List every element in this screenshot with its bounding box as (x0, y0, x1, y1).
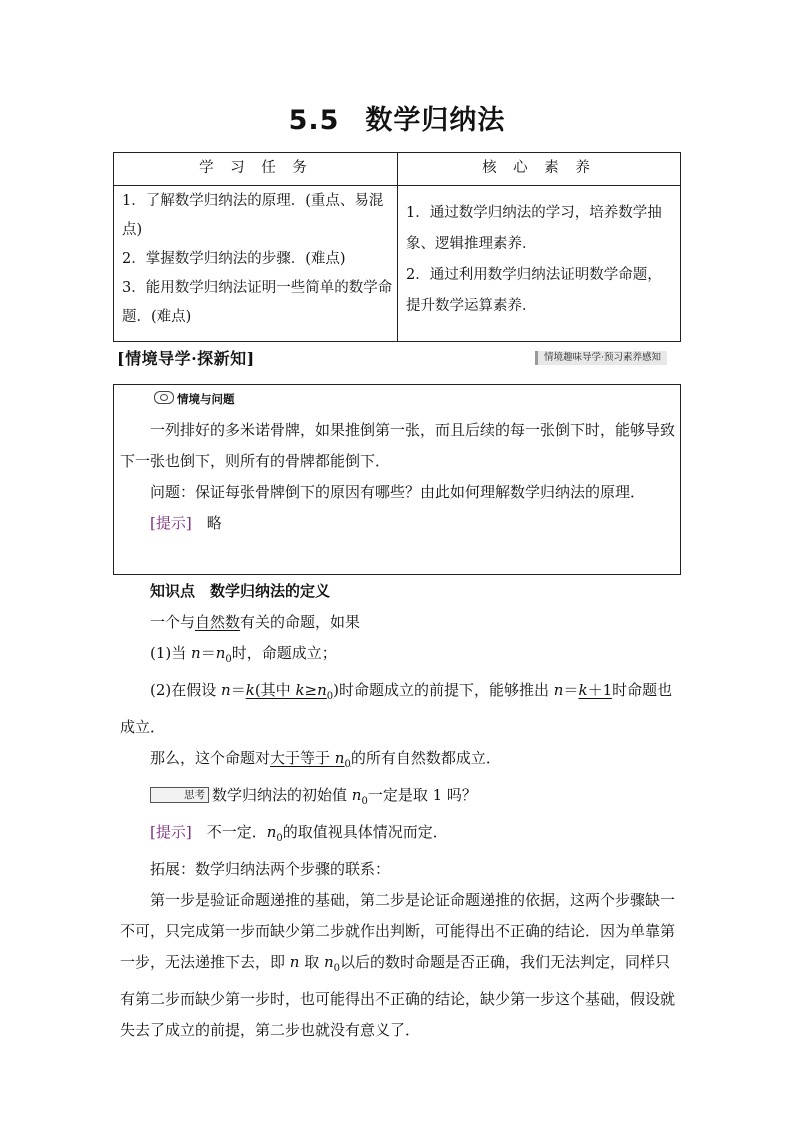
math-var: n (289, 953, 300, 971)
math-var: n (266, 823, 277, 841)
task-table (113, 152, 681, 342)
text-span: ≥ (304, 681, 318, 699)
section-banner-tag: 情境趣味导学·预习素养感知 (535, 351, 667, 365)
think-question (120, 780, 682, 817)
text-span: 大于等于 (270, 749, 335, 767)
section-banner-label: [情境导学·探新知] (117, 349, 255, 368)
text-span: 第一步是验证命题递推的基础，第二步是论证命题递推的依据，这两个步骤缺一不可，只完成第一步而缺少第二步就作出判断，可能得出不正确的结论．因为单靠第一步，无法递推下去，即 (120, 891, 676, 971)
text-span: ＝ (563, 681, 579, 699)
math-sub: 0 (326, 691, 334, 702)
learning-task-item: 2．掌握数学归纳法的步骤．(难点) (122, 251, 346, 267)
math-var: k (245, 681, 255, 699)
underlined-term (578, 681, 612, 699)
scenario-box (113, 384, 681, 575)
text-span: ＝ (230, 681, 246, 699)
text-span: 不一定． (191, 823, 267, 841)
math-sub: 0 (333, 963, 341, 974)
math-var: n (317, 681, 327, 699)
text-span: 一定是取 1 吗？ (367, 786, 477, 804)
definition-step-1 (120, 638, 682, 675)
section-title: 数学归纳法 (365, 105, 506, 136)
learning-task-item: 3．能用数学归纳法证明一些简单的数学命题．(难点) (122, 280, 393, 325)
text-span: 时，命题成立； (231, 644, 337, 662)
extension-heading: 拓展：数学归纳法两个步骤的联系： (150, 860, 391, 878)
learning-task-item: 1．了解数学归纳法的原理．(重点、易混点) (122, 193, 384, 238)
text-span: (2)在假设 (150, 681, 222, 699)
text-span: ＝ (200, 644, 216, 662)
math-var: n (191, 644, 201, 662)
scenario-subhead-text: 情境与问题 (177, 392, 235, 406)
extension-paragraph (120, 885, 682, 1046)
definition-intro (120, 607, 682, 638)
text-span: 的取值视具体情况而定． (282, 823, 448, 841)
text-span: 数学归纳法的初始值 (212, 786, 352, 804)
text-span: 一个与 (150, 613, 196, 631)
text-span: 的所有自然数都成立． (350, 749, 501, 767)
page-title (0, 98, 794, 137)
math-var: k (578, 681, 588, 699)
scenario-hint (120, 508, 676, 539)
underlined-term: 自然数 (195, 613, 241, 631)
underlined-term (270, 749, 351, 770)
text-span: (其中 (254, 681, 296, 699)
knowledge-point (120, 576, 682, 1046)
math-var: n (553, 681, 564, 699)
definition-step-2 (120, 675, 682, 743)
core-literacy-item: 1．通过数学归纳法的学习，培养数学抽象、逻辑推理素养． (406, 205, 662, 252)
math-sub: 0 (276, 833, 283, 844)
math-var: n (351, 786, 362, 804)
text-span: 取 (299, 953, 324, 971)
scenario-icon (154, 391, 174, 404)
hint-label: [提示] (150, 823, 192, 841)
core-literacy-item: 2．通过利用数学归纳法证明数学命题，提升数学运算素养． (406, 267, 662, 314)
think-tag: 思考 (150, 787, 209, 803)
hint-label: [提示] (150, 514, 192, 532)
math-sub: 0 (225, 654, 232, 665)
text-span: 时命题成立的前提下，能够推出 (339, 681, 554, 699)
column-divider (397, 153, 398, 341)
header-core-literacy: 核 心 素 养 (482, 160, 596, 176)
math-sub: 0 (344, 759, 351, 770)
hint-text: 略 (206, 514, 222, 532)
think-hint (120, 817, 682, 854)
text-span: 时命题也成立． (120, 681, 673, 736)
core-literacy-list (406, 198, 676, 322)
text-span: ) (333, 681, 340, 699)
knowledge-heading: 知识点 数学归纳法的定义 (150, 582, 331, 600)
text-span: (1)当 (150, 644, 192, 662)
section-number: 5.5 (288, 105, 340, 136)
math-var: n (324, 953, 334, 971)
scenario-question: 问题：保证每张骨牌倒下的原因有哪些？由此如何理解数学归纳法的原理． (150, 483, 646, 501)
learning-tasks-list (122, 187, 394, 332)
text-span: ＋1 (587, 681, 613, 699)
header-learning-tasks: 学 习 任 务 (199, 160, 313, 176)
scenario-text (120, 415, 676, 539)
definition-conclusion (120, 743, 682, 780)
math-sub: 0 (361, 796, 368, 807)
scenario-paragraph: 一列排好的多米诺骨牌，如果推倒第一张，而且后续的每一张倒下时，能够导致下一张也倒下，则所有的骨牌都能倒下． (120, 421, 676, 470)
section-banner (113, 346, 681, 370)
math-var: k (295, 681, 305, 699)
text-span: 那么，这个命题对 (150, 749, 271, 767)
scenario-subhead (154, 391, 235, 407)
text-span: 以后的数时命题是否正确，我们无法判定，同样只有第二步而缺少第一步时，也可能得出不正确的结论，缺少第一步这个基础，假设就失去了成立的前提，第二步也就没有意义了． (120, 953, 676, 1039)
text-span: 有关的命题，如果 (240, 613, 361, 631)
math-var: n (221, 681, 231, 699)
math-var: n (334, 749, 345, 767)
underlined-term (245, 681, 334, 702)
math-var: n (215, 644, 226, 662)
